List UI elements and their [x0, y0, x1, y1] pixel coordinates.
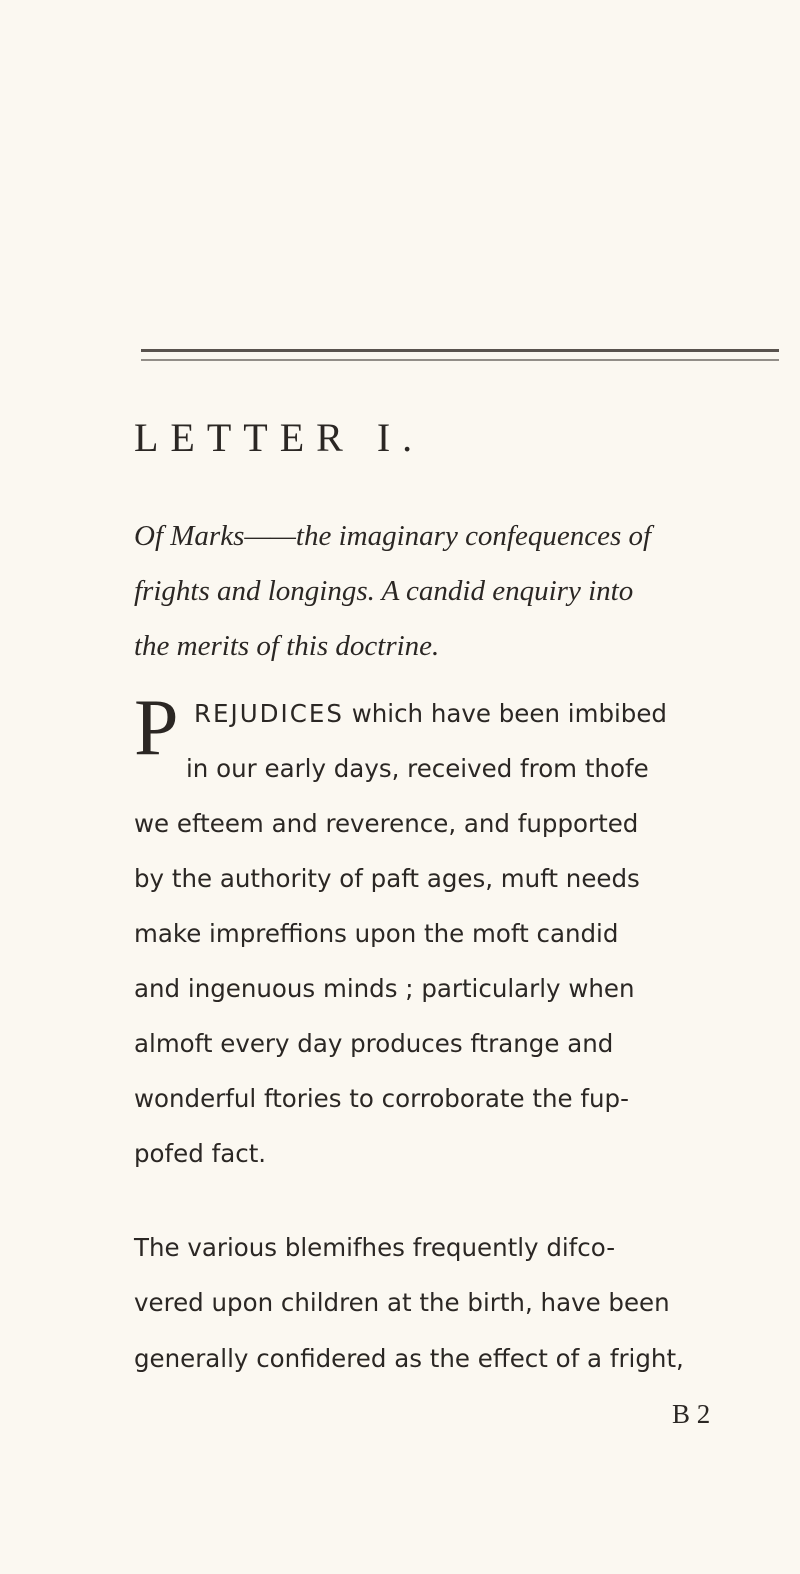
paragraph-2-line-2: vered upon children at the birth, have been [134, 1288, 670, 1317]
top-rule-thin [141, 359, 779, 361]
paragraph-1-line-8: wonderful ftories to corroborate the fup- [134, 1084, 629, 1113]
paragraph-1-line-1 [194, 698, 800, 730]
paragraph-2-line-1: The various blemifhes frequently difco- [134, 1233, 616, 1262]
subtitle-line-1: Of Marks——the imaginary confequences of [134, 520, 652, 552]
paragraph-1-line-5: make impreffions upon the moft candid [134, 919, 619, 948]
small-caps-word: REJUDICES [194, 699, 344, 728]
paragraph-1-line-3: we efteem and reverence, and fupported [134, 809, 639, 838]
drop-cap: P [134, 684, 179, 772]
paragraph-2-line-3: generally confidered as the effect of a fright, [134, 1344, 684, 1373]
paragraph-1-line-9: pofed fact. [134, 1139, 267, 1168]
top-rule [141, 349, 779, 352]
paragraph-1-line-6: and ingenuous minds ; particularly when [134, 974, 635, 1003]
page-signature: B 2 [672, 1399, 711, 1429]
paragraph-1-line-7: almoft every day produces ftrange and [134, 1029, 614, 1058]
paragraph-1-line-4: by the authority of paft ages, muft needs [134, 864, 640, 893]
first-line-tail: which have been imbibed [343, 699, 667, 728]
letter-heading: LETTER I. [134, 415, 425, 460]
subtitle-line-3: the merits of this doctrine. [134, 630, 440, 662]
paragraph-1-line-2: in our early days, received from thofe [186, 754, 649, 783]
subtitle-line-2: frights and longings. A candid enquiry into [134, 575, 634, 607]
